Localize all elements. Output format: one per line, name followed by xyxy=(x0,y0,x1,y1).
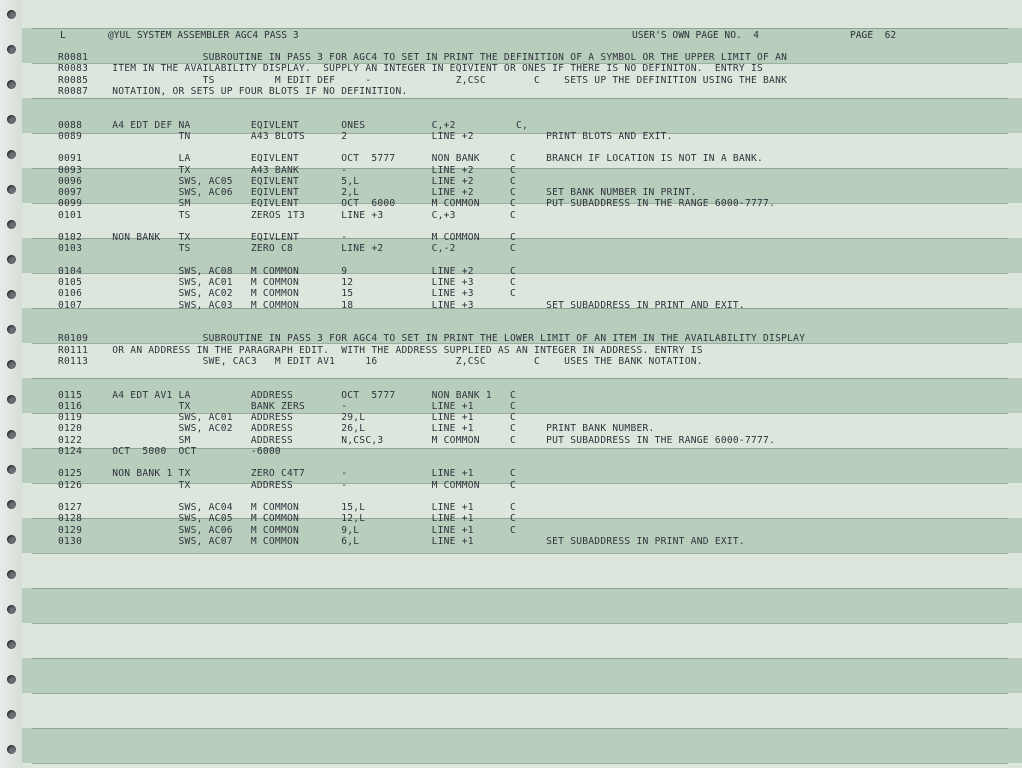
listing-line: 0130 SWS, AC07 M COMMON 6,L LINE +1 SET SUBADDRESS IN PRINT AND EXIT. xyxy=(58,535,745,547)
punch-hole xyxy=(7,185,16,194)
listing-line: 0103 TS ZERO C8 LINE +2 C,-2 C xyxy=(58,243,516,255)
listing-line: R0083 ITEM IN THE AVAILABILITY DISPLAY. SUPPLY AN INTEGER IN EQIVIENT OR ONES IF THERE IS NO DEFINITON. ENTRY IS xyxy=(58,63,764,75)
punch-hole xyxy=(7,80,16,89)
band-rule xyxy=(32,763,1008,764)
band-rule xyxy=(32,693,1008,694)
listing-line: 0096 SWS, AC05 EQIVLENT 5,L LINE +2 C xyxy=(58,175,516,187)
listing-line: 0093 TX A43 BANK - LINE +2 C xyxy=(58,164,516,176)
listing-line: R0085 TS M EDIT DEF - Z,CSC C SETS UP THE DEFINITION USING THE BANK xyxy=(58,74,788,86)
punch-hole xyxy=(7,150,16,159)
punch-hole xyxy=(7,325,16,334)
listing-line: 0102 NON BANK TX EQIVLENT - M COMMON C xyxy=(58,232,516,243)
listing-line: R0109 SUBROUTINE IN PASS 3 FOR AGC4 TO SET IN PRINT THE LOWER LIMIT OF AN ITEM IN THE AVAILABILITY DISPLAY xyxy=(58,333,806,345)
punch-hole xyxy=(7,290,16,299)
listing-line: 0115 A4 EDT AV1 LA ADDRESS OCT 5777 NON BANK 1 C xyxy=(58,389,516,401)
punch-hole xyxy=(7,360,16,369)
punch-hole xyxy=(7,430,16,439)
punch-hole xyxy=(7,675,16,684)
listing-line: 0129 SWS, AC06 M COMMON 9,L LINE +1 C xyxy=(58,524,516,536)
punch-hole xyxy=(7,465,16,474)
listing-line: 0119 SWS, AC01 ADDRESS 29,L LINE +1 C xyxy=(58,412,516,423)
band-rule xyxy=(32,28,1008,29)
listing-line: 0101 TS ZEROS 1T3 LINE +3 C,+3 C xyxy=(58,209,516,221)
listing-line: R0111 OR AN ADDRESS IN THE PARAGRAPH EDIT. WITH THE ADDRESS SUPPLIED AS AN INTEGER IN ADDRESS. ENTRY IS xyxy=(58,344,703,356)
header-user-page: USER'S OWN PAGE NO. 4 xyxy=(632,30,760,41)
listing-line: 0128 SWS, AC05 M COMMON 12,L LINE +1 C xyxy=(58,513,516,525)
band-rule xyxy=(32,588,1008,589)
punch-hole xyxy=(7,255,16,264)
punch-hole xyxy=(7,710,16,719)
listing-line: 0099 SM EQIVLENT OCT 6000 M COMMON C PUT SUBADDRESS IN THE RANGE 6000-7777. xyxy=(58,198,776,210)
header-page-number: PAGE 62 xyxy=(850,30,897,41)
punch-hole xyxy=(7,640,16,649)
listing-line: 0088 A4 EDT DEF NA EQIVLENT ONES C,+2 C, xyxy=(58,119,529,131)
punch-hole xyxy=(7,10,16,19)
punch-hole xyxy=(7,45,16,54)
listing-line: R0081 SUBROUTINE IN PASS 3 FOR AGC4 TO SET IN PRINT THE DEFINITION OF A SYMBOL OR THE UPPER LIMIT OF AN xyxy=(58,52,788,63)
punch-hole xyxy=(7,395,16,404)
listing-line: 0089 TN A43 BLOTS 2 LINE +2 PRINT BLOTS AND EXIT. xyxy=(58,130,673,142)
listing-line: 0124 OCT 5000 OCT -6000 xyxy=(58,445,281,457)
band-rule xyxy=(32,728,1008,729)
punch-hole xyxy=(7,115,16,124)
punch-hole xyxy=(7,605,16,614)
listing-line: 0127 SWS, AC04 M COMMON 15,L LINE +1 C xyxy=(58,502,516,513)
listing-line: 0107 SWS, AC03 M COMMON 18 LINE +3 SET SUBADDRESS IN PRINT AND EXIT. xyxy=(58,299,745,311)
punch-hole xyxy=(7,570,16,579)
punch-hole xyxy=(7,535,16,544)
listing-line: 0125 NON BANK 1 TX ZERO C4T7 - LINE +1 C xyxy=(58,468,516,480)
listing-line: 0091 LA EQIVLENT OCT 5777 NON BANK C BRANCH IF LOCATION IS NOT IN A BANK. xyxy=(58,153,764,165)
band-rule xyxy=(32,553,1008,554)
listing-line: R0087 NOTATION, OR SETS UP FOUR BLOTS IF NO DEFINITION. xyxy=(58,85,408,97)
listing-line: 0120 SWS, AC02 ADDRESS 26,L LINE +1 C PRINT BANK NUMBER. xyxy=(58,423,655,435)
punch-hole xyxy=(7,745,16,754)
listing-line: 0105 SWS, AC01 M COMMON 12 LINE +3 C xyxy=(58,277,516,288)
punch-hole xyxy=(7,220,16,229)
punch-hole xyxy=(7,500,16,509)
header-code: L xyxy=(60,30,66,41)
header-title: @YUL SYSTEM ASSEMBLER AGC4 PASS 3 xyxy=(108,30,299,41)
listing-line: 0106 SWS, AC02 M COMMON 15 LINE +3 C xyxy=(58,288,516,300)
listing-line: 0104 SWS, AC08 M COMMON 9 LINE +2 C xyxy=(58,265,516,277)
band-rule xyxy=(32,623,1008,624)
listing-line: 0116 TX BANK ZERS - LINE +1 C xyxy=(58,400,516,412)
band-rule xyxy=(32,98,1008,99)
listing-line: R0113 SWE, CAC3 M EDIT AV1 16 Z,CSC C USES THE BANK NOTATION. xyxy=(58,355,703,367)
band-rule xyxy=(32,378,1008,379)
band-rule xyxy=(32,658,1008,659)
listing-line: 0122 SM ADDRESS N,CSC,3 M COMMON C PUT SUBADDRESS IN THE RANGE 6000-7777. xyxy=(58,434,776,446)
listing-line: 0097 SWS, AC06 EQIVLENT 2,L LINE +2 C SET BANK NUMBER IN PRINT. xyxy=(58,187,697,198)
listing-line: 0126 TX ADDRESS - M COMMON C xyxy=(58,479,516,491)
